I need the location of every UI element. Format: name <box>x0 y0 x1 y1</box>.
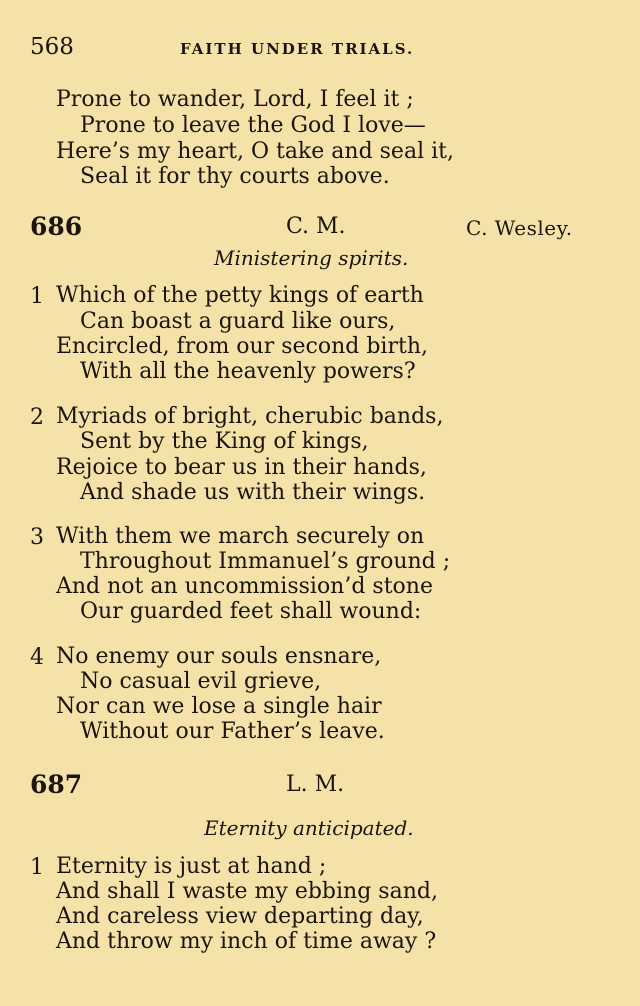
verse-line: Nor can we lose a single hair <box>56 694 382 719</box>
hymn-title: Eternity anticipated. <box>204 816 414 840</box>
verse-line: Without our Father’s leave. <box>80 719 385 744</box>
verse-line: Can boast a guard like ours, <box>80 309 396 334</box>
verse-line: Throughout Immanuel’s ground ; <box>80 549 451 574</box>
verse-line: No casual evil grieve, <box>80 669 322 694</box>
verse-line: With all the heavenly powers? <box>80 359 416 384</box>
stanza-number: 3 <box>30 525 44 550</box>
verse-line: And throw my inch of time away ? <box>56 929 437 954</box>
page-number: 568 <box>30 34 74 60</box>
running-head: FAITH UNDER TRIALS. <box>180 40 415 58</box>
hymn-author: C. Wesley. <box>466 216 573 240</box>
verse-line: No enemy our souls ensnare, <box>56 644 382 669</box>
verse-line: Eternity is just at hand ; <box>56 854 327 879</box>
verse-line: And not an uncommission’d stone <box>56 574 433 599</box>
hymn-title: Ministering spirits. <box>214 246 409 270</box>
verse-line: And careless view departing day, <box>56 904 424 929</box>
verse-line: Myriads of bright, cherubic bands, <box>56 404 444 429</box>
verse-line: And shall I waste my ebbing sand, <box>56 879 438 904</box>
hymn-number: 686 <box>30 212 83 241</box>
stanza-number: 1 <box>30 855 44 880</box>
verse-line: Prone to leave the God I love— <box>80 113 426 138</box>
verse-line: And shade us with their wings. <box>80 480 426 505</box>
page-header <box>30 34 600 64</box>
verse-line: Here’s my heart, O take and seal it, <box>56 139 454 164</box>
stanza-number: 4 <box>30 645 44 670</box>
verse-line: Rejoice to bear us in their hands, <box>56 455 427 480</box>
verse-line: Our guarded feet shall wound: <box>80 599 422 624</box>
stanza-number: 1 <box>30 284 44 309</box>
verse-line: Which of the petty kings of earth <box>56 283 424 308</box>
verse-line: Encircled, from our second birth, <box>56 334 428 359</box>
verse-line: With them we march securely on <box>56 524 425 549</box>
hymn-meter: L. M. <box>286 772 345 797</box>
verse-line: Seal it for thy courts above. <box>80 164 390 189</box>
hymn-number: 687 <box>30 770 83 799</box>
verse-line: Sent by the King of kings, <box>80 429 369 454</box>
stanza-number: 2 <box>30 405 44 430</box>
hymn-meter: C. M. <box>286 214 346 239</box>
verse-line: Prone to wander, Lord, I feel it ; <box>56 87 414 112</box>
